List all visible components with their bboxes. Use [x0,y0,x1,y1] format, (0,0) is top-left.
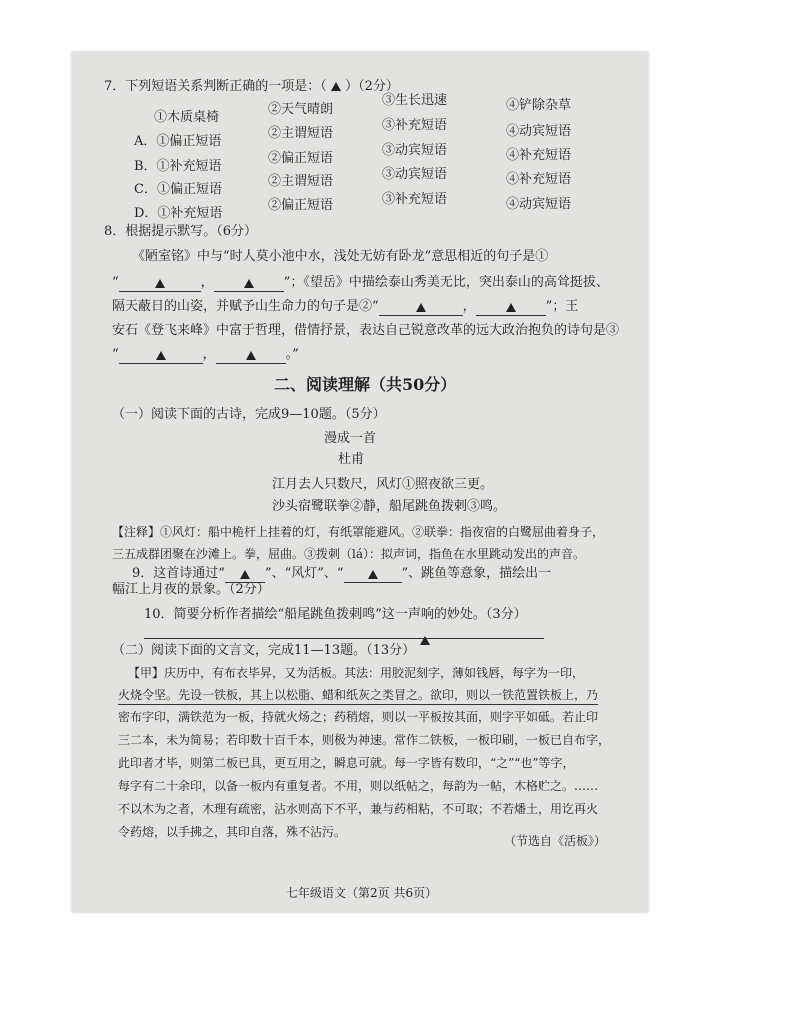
q8-line-1: 《陋室铭》中与“时人莫小池中水，浅处无妨有卧龙”意思相近的句子是① [132,249,549,264]
poem-line-2: 沙头宿鹭联拳②静，船尾跳鱼拨剌③鸣。 [272,499,507,514]
q8-line-2: “ ， ”；《望岳》中描绘泰山秀美无比，突出泰山的高耸挺拔、 [112,275,609,290]
divider-line [144,638,544,639]
answer-triangle-icon [420,636,430,645]
q7-item-2: ②天气晴朗 [268,102,334,117]
q7-item-4: ④铲除杂草 [506,98,572,113]
prose-line: 【甲】庆历中，有布衣毕昇，又为活板。其法：用胶泥刻字，薄如钱唇，每字为一印， [128,666,585,680]
q7-option-b-3: ③动宾短语 [382,143,448,158]
q7-option-a: A．①偏正短语 [134,134,222,149]
poem-author: 杜甫 [338,452,365,467]
q7-option-a-4: ④动宾短语 [506,124,572,139]
poem-intro: （一）阅读下面的古诗，完成9—10题。（5分） [112,407,386,422]
answer-triangle-icon [368,570,378,579]
prose-source: （节选自《活板》） [504,834,607,848]
answer-triangle-icon [246,351,256,360]
answer-triangle-icon [331,82,341,91]
divider-triangle [420,632,430,650]
q7-option-c-3: ③动宾短语 [382,167,448,182]
q7-option-c-2: ②主谓短语 [268,174,334,189]
prose-line: 令药熔，以手拂之，其印自落，殊不沾污。 [118,825,347,839]
answer-blank[interactable] [214,277,284,292]
q7-item-3: ③生长迅速 [382,93,448,108]
prose-line: 每字有二十余印，以备一板内有重复者。不用，则以纸帖之，每韵为一帖，木格贮之。…… [118,779,599,793]
poem-title: 漫成一首 [324,431,377,446]
q7-item-1: ①木质桌椅 [154,110,220,125]
q7-option-a-3: ③补充短语 [382,118,448,133]
answer-blank[interactable] [344,568,402,583]
prose-line: 三二本，未为简易；若印数十百千本，则极为神速。常作二铁板，一板印刷，一板已自布字， [118,733,611,747]
q7-option-d: D．①补充短语 [134,206,223,221]
answer-triangle-icon [155,279,165,288]
q7-option-b: B．①补充短语 [134,159,222,174]
prose-line: 此印者才毕，则第二板已具，更互用之，瞬息可就。每一字皆有数印，“之”“也”等字， [118,756,575,770]
q7-option-a-2: ②主谓短语 [268,126,334,141]
poem-line-1: 江月去人只数尺，风灯①照夜欲三更。 [272,477,494,492]
q9-line-2: 幅江上月夜的景象。（2分） [112,582,270,597]
answer-triangle-icon [244,279,254,288]
prose-intro: （二）阅读下面的文言文，完成11—13题。（13分） [112,643,416,658]
q9-line-1: 9．这首诗通过“ ”、“风灯”、“ ”、跳鱼等意象，描绘出一 [132,566,552,581]
answer-triangle-icon [506,303,516,312]
exam-page [72,52,648,912]
page-footer: 七年级语文（第2页 共6页） [286,886,438,900]
poem-note-1: 【注释】①风灯：船中桅杆上挂着的灯，有纸罩能避风。②联拳：指夜宿的白鹭屈曲着身子， [112,525,605,539]
answer-triangle-icon [240,570,250,579]
q7-option-d-4: ④动宾短语 [506,197,572,212]
answer-triangle-icon [416,303,426,312]
q7-stem: 7．下列短语关系判断正确的一项是：（ ）（2分） [104,79,399,94]
answer-blank[interactable] [119,349,203,364]
q7-option-b-4: ④补充短语 [506,148,572,163]
q8-line-4: 安石《登飞来峰》中富于哲理，借情抒景，表达自己锐意改革的远大政治抱负的诗句是③ [112,323,620,338]
prose-line: 不以木为之者，木理有疏密，沾水则高下不平，兼与药相粘，不可取；不若燔土，用讫再火 [118,802,599,816]
answer-blank[interactable] [119,277,201,292]
prose-line: 密布字印，满铁范为一板，持就火炀之；药稍熔，则以一平板按其面，则字平如砥。若止印 [118,710,599,724]
q7-option-c: C．①偏正短语 [134,182,222,197]
section-title: 二、阅读理解（共50分） [274,375,457,394]
q7-option-b-2: ②偏正短语 [268,151,334,166]
answer-triangle-icon [156,351,166,360]
q7-option-d-2: ②偏正短语 [268,198,334,213]
q7-option-d-3: ③补充短语 [382,192,448,207]
q7-option-c-4: ④补充短语 [506,172,572,187]
answer-blank[interactable] [216,349,286,364]
answer-blank[interactable] [476,301,546,316]
poem-note-2: 三五成群团聚在沙滩上。拳，屈曲。③拨刺（lá）：拟声词，指鱼在水里跳动发出的声音。 [112,547,585,561]
q10-text: 10．简要分析作者描绘“船尾跳鱼拨剌鸣”这一声响的妙处。（3分） [144,607,527,622]
prose-line: 火烧令坚。先设一铁板，其上以松脂、蜡和纸灰之类冒之。欲印，则以一铁范置铁板上，乃 [118,686,598,705]
q8-line-3: 隔天蔽日的山姿，并赋予山生命力的句子是②“ ， ”；王 [112,299,579,314]
answer-blank[interactable] [379,301,463,316]
q8-stem: 8．根据提示默写。（6分） [104,224,258,239]
q8-line-5: “ ， 。” [112,347,299,362]
